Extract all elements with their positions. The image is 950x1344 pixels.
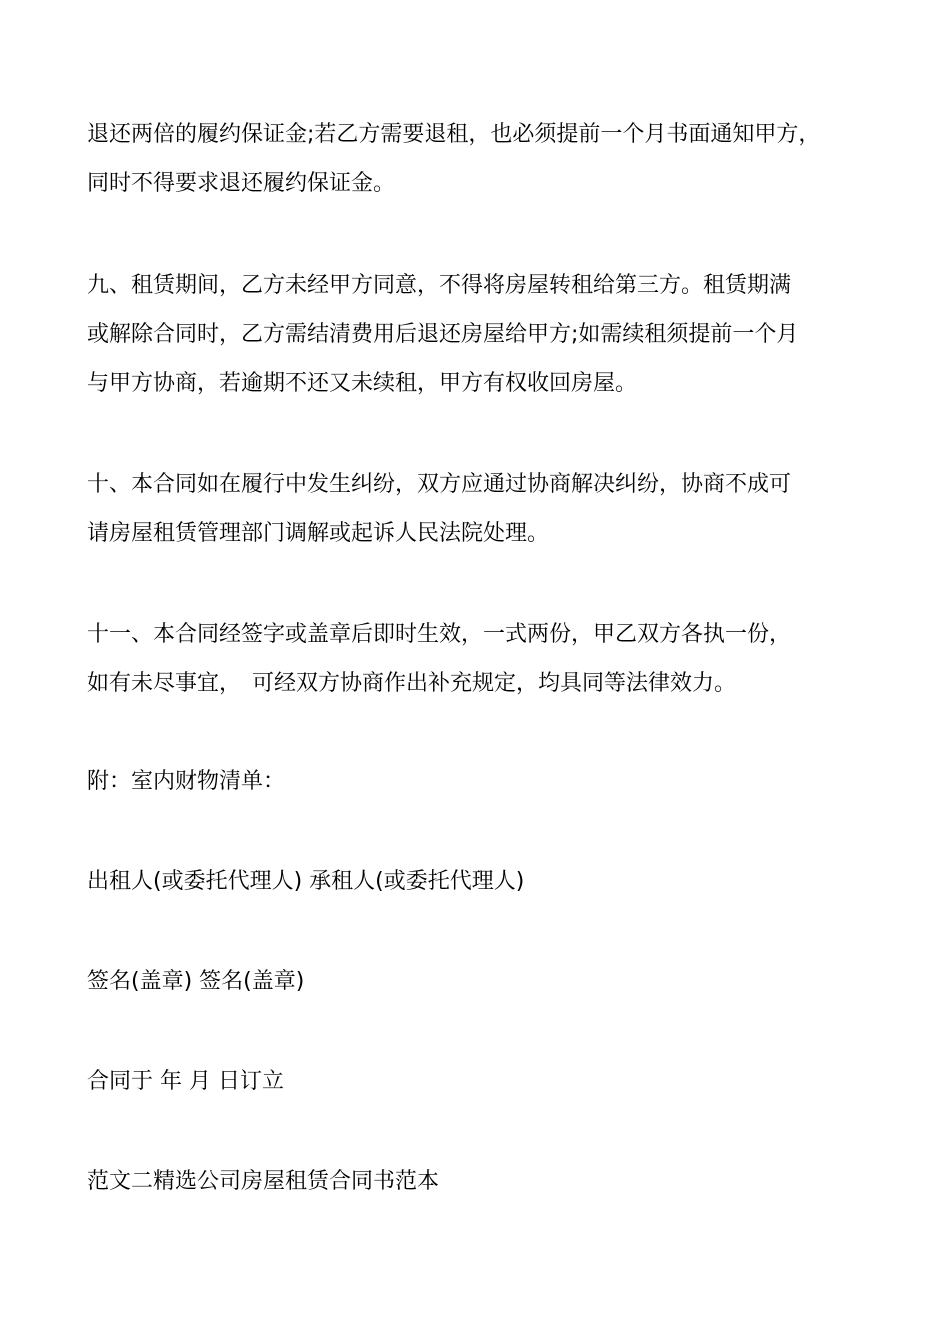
text-line: 请房屋租赁管理部门调解或起诉人民法院处理。: [87, 521, 550, 546]
paragraph-next-template-title: [87, 1157, 897, 1206]
text-line: 出租人(或委托代理人) 承租人(或委托代理人): [87, 869, 525, 894]
paragraph-clause-9: [87, 261, 897, 408]
text-line: 附：室内财物清单：: [87, 769, 286, 794]
text-line: 如有未尽事宜， 可经双方协商作出补充规定，均具同等法律效力。: [87, 671, 737, 696]
text-line: 合同于 年 月 日订立: [87, 1069, 284, 1094]
text-line: 或解除合同时，乙方需结清费用后退还房屋给甲方;如需续租须提前一个月: [87, 322, 799, 347]
text-line: 与甲方协商，若逾期不还又未续租，甲方有权收回房屋。: [87, 371, 638, 396]
paragraph-clause-11: [87, 610, 897, 708]
text-line: 范文二精选公司房屋租赁合同书范本: [87, 1169, 440, 1194]
text-line: 十一、本合同经签字或盖章后即时生效，一式两份，甲乙双方各执一份，: [87, 622, 792, 647]
text-line: 十、本合同如在履行中发生纠纷，双方应通过协商解决纠纷，协商不成可: [87, 472, 792, 497]
paragraph-contract-date: [87, 1057, 897, 1106]
text-line: 退还两倍的履约保证金;若乙方需要退租，也必须提前一个月书面通知甲方，: [87, 122, 821, 147]
text-line: 签名(盖章) 签名(盖章): [87, 969, 305, 994]
paragraph-clause-10: [87, 460, 897, 558]
paragraph-parties: [87, 857, 897, 906]
paragraph-deposit-refund: [87, 110, 897, 208]
paragraph-signatures: [87, 957, 897, 1006]
text-line: 九、租赁期间，乙方未经甲方同意，不得将房屋转租给第三方。租赁期满: [87, 273, 792, 298]
paragraph-inventory-list: [87, 757, 897, 806]
text-line: 同时不得要求退还履约保证金。: [87, 171, 396, 196]
